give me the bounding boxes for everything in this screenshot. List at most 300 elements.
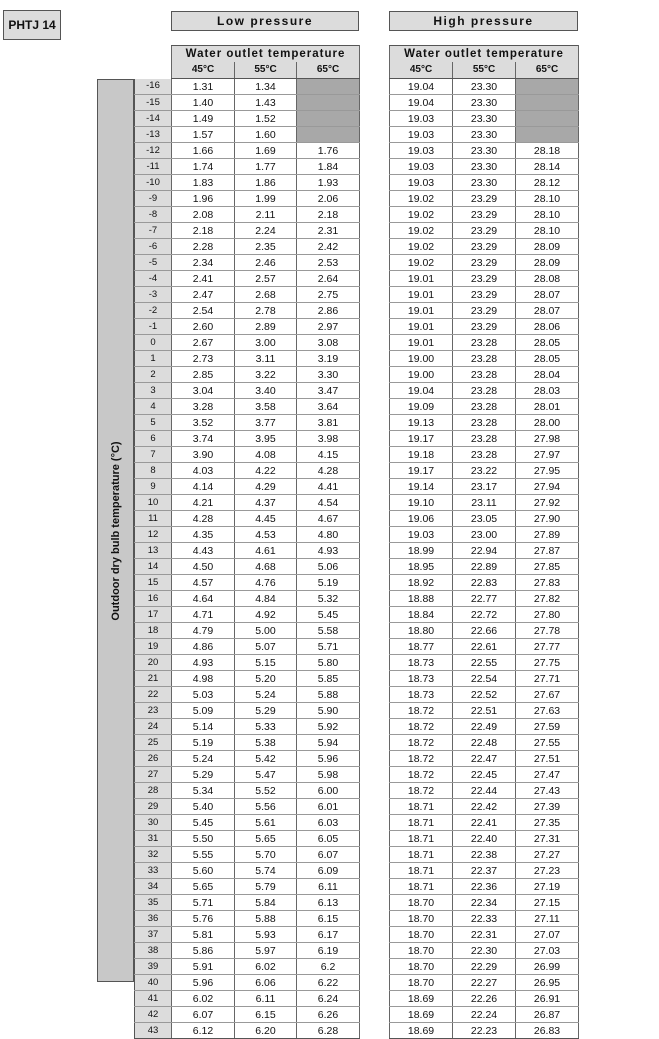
low-pressure-cell: 1.93 — [297, 175, 360, 191]
low-pressure-cell: 2.57 — [235, 271, 297, 287]
low-pressure-cell: 2.54 — [172, 303, 235, 319]
high-pressure-cell: 19.03 — [390, 175, 453, 191]
outdoor-temp-cell: 28 — [135, 783, 172, 799]
high-pressure-cell: 18.71 — [390, 863, 453, 879]
table-row — [390, 95, 579, 111]
high-pressure-cell: 18.88 — [390, 591, 453, 607]
high-pressure-cell: 18.95 — [390, 559, 453, 575]
corner-blank — [135, 46, 172, 63]
outdoor-temp-cell: -11 — [135, 159, 172, 175]
outdoor-temp-cell: 22 — [135, 687, 172, 703]
high-pressure-cell: 28.05 — [516, 335, 579, 351]
high-pressure-cell: 28.14 — [516, 159, 579, 175]
high-pressure-cell: 19.02 — [390, 191, 453, 207]
low-pressure-title: Low pressure — [171, 11, 359, 31]
low-pressure-cell: 2.73 — [172, 351, 235, 367]
table-row — [390, 751, 579, 767]
high-pressure-cell: 22.48 — [453, 735, 516, 751]
high-pressure-cell: 18.84 — [390, 607, 453, 623]
table-row — [390, 479, 579, 495]
high-pressure-cell: 18.80 — [390, 623, 453, 639]
high-pressure-cell: 23.11 — [453, 495, 516, 511]
low-pressure-cell: 4.61 — [235, 543, 297, 559]
high-pressure-cell: 27.92 — [516, 495, 579, 511]
low-pressure-cell: 5.40 — [172, 799, 235, 815]
low-pressure-cell: 5.38 — [235, 735, 297, 751]
high-pressure-cell: 26.99 — [516, 959, 579, 975]
outdoor-temperature-axis-label — [97, 79, 134, 982]
low-pressure-cell: 1.60 — [235, 127, 297, 143]
high-pressure-cell: 22.27 — [453, 975, 516, 991]
high-pressure-cell: 18.70 — [390, 895, 453, 911]
outdoor-temp-cell: 39 — [135, 959, 172, 975]
low-pressure-cell: 1.99 — [235, 191, 297, 207]
table-row — [390, 591, 579, 607]
high-pressure-cell: 23.29 — [453, 191, 516, 207]
high-pressure-cell: 23.29 — [453, 223, 516, 239]
high-pressure-cell: 22.51 — [453, 703, 516, 719]
high-pressure-cell: 19.17 — [390, 431, 453, 447]
low-pressure-cell: 2.06 — [297, 191, 360, 207]
low-pressure-cell: 1.52 — [235, 111, 297, 127]
table-row — [390, 79, 579, 95]
low-pressure-cell: 5.96 — [172, 975, 235, 991]
table-row — [135, 127, 360, 143]
high-pressure-cell: 23.29 — [453, 287, 516, 303]
high-pressure-cell: 27.59 — [516, 719, 579, 735]
low-pressure-cell: 2.97 — [297, 319, 360, 335]
low-pressure-cell: 5.14 — [172, 719, 235, 735]
high-pressure-cell: 28.07 — [516, 287, 579, 303]
table-row — [135, 847, 360, 863]
table-row — [135, 287, 360, 303]
high-pressure-cell: 23.28 — [453, 335, 516, 351]
high-pressure-cell: 28.01 — [516, 399, 579, 415]
low-pressure-cell: 3.95 — [235, 431, 297, 447]
outdoor-temp-cell: 16 — [135, 591, 172, 607]
low-pressure-cell: 4.29 — [235, 479, 297, 495]
high-pressure-cell: 27.87 — [516, 543, 579, 559]
low-pressure-cell: 5.42 — [235, 751, 297, 767]
high-pressure-cell: 22.44 — [453, 783, 516, 799]
low-pressure-cell: 2.60 — [172, 319, 235, 335]
high-pressure-cell: 18.73 — [390, 671, 453, 687]
table-row — [390, 863, 579, 879]
table-row — [390, 303, 579, 319]
table-row — [390, 335, 579, 351]
table-row — [390, 159, 579, 175]
low-pressure-cell: 3.47 — [297, 383, 360, 399]
low-pressure-cell: 6.12 — [172, 1023, 235, 1039]
low-pressure-cell: 5.76 — [172, 911, 235, 927]
low-pressure-cell: 5.03 — [172, 687, 235, 703]
low-pressure-cell: 5.74 — [235, 863, 297, 879]
table-row — [390, 703, 579, 719]
high-pressure-cell: 22.89 — [453, 559, 516, 575]
high-pressure-cell: 23.30 — [453, 79, 516, 95]
table-row — [390, 783, 579, 799]
high-pressure-cell: 23.30 — [453, 159, 516, 175]
high-pressure-cell: 19.03 — [390, 159, 453, 175]
low-pressure-cell: 4.43 — [172, 543, 235, 559]
low-col-45: 45°C — [172, 62, 235, 79]
high-pressure-cell: 18.99 — [390, 543, 453, 559]
low-pressure-cell: 5.98 — [297, 767, 360, 783]
low-pressure-cell: 6.22 — [297, 975, 360, 991]
high-pressure-cell: 27.89 — [516, 527, 579, 543]
outdoor-temp-cell: 12 — [135, 527, 172, 543]
high-pressure-cell: 22.38 — [453, 847, 516, 863]
table-row — [390, 1007, 579, 1023]
outdoor-temp-cell: -8 — [135, 207, 172, 223]
high-pressure-cell: 19.01 — [390, 271, 453, 287]
low-pressure-cell: 2.78 — [235, 303, 297, 319]
low-pressure-cell: 4.86 — [172, 639, 235, 655]
high-col-45: 45°C — [390, 62, 453, 79]
table-row — [135, 191, 360, 207]
table-row — [390, 415, 579, 431]
low-pressure-cell: 3.90 — [172, 447, 235, 463]
outdoor-temp-cell: 5 — [135, 415, 172, 431]
table-row — [390, 735, 579, 751]
table-row — [390, 447, 579, 463]
high-pressure-cell: 27.90 — [516, 511, 579, 527]
low-pressure-cell: 3.11 — [235, 351, 297, 367]
low-pressure-cell: 4.14 — [172, 479, 235, 495]
high-pressure-cell: 23.28 — [453, 415, 516, 431]
high-pressure-cell: 27.82 — [516, 591, 579, 607]
high-pressure-cell: 27.35 — [516, 815, 579, 831]
low-pressure-cell: 2.11 — [235, 207, 297, 223]
high-pressure-cell: 19.02 — [390, 207, 453, 223]
high-pressure-cell: 23.28 — [453, 367, 516, 383]
high-pressure-cell: 19.06 — [390, 511, 453, 527]
high-pressure-cell: 18.69 — [390, 1007, 453, 1023]
low-pressure-cell: 5.93 — [235, 927, 297, 943]
high-pressure-cell: 23.29 — [453, 207, 516, 223]
high-pressure-cell: 27.19 — [516, 879, 579, 895]
low-pressure-cell: 2.64 — [297, 271, 360, 287]
table-row — [390, 559, 579, 575]
outdoor-temp-cell: -4 — [135, 271, 172, 287]
table-row — [135, 687, 360, 703]
outdoor-temp-cell: 27 — [135, 767, 172, 783]
low-pressure-cell: 3.04 — [172, 383, 235, 399]
side-label-text: Outdoor dry bulb temperature (°C) — [109, 440, 122, 621]
high-pressure-cell: 27.07 — [516, 927, 579, 943]
table-row — [135, 463, 360, 479]
high-pressure-cell: 23.28 — [453, 447, 516, 463]
table-row — [135, 367, 360, 383]
outdoor-temp-cell: 37 — [135, 927, 172, 943]
outdoor-temp-cell: -6 — [135, 239, 172, 255]
table-row — [390, 239, 579, 255]
low-pressure-cell: 6.19 — [297, 943, 360, 959]
low-pressure-cell — [297, 79, 360, 95]
low-pressure-cell: 4.08 — [235, 447, 297, 463]
low-pressure-cell: 5.47 — [235, 767, 297, 783]
table-row — [135, 911, 360, 927]
table-row — [135, 959, 360, 975]
table-row — [135, 943, 360, 959]
low-pressure-cell: 5.61 — [235, 815, 297, 831]
table-row — [390, 895, 579, 911]
high-pressure-cell: 22.41 — [453, 815, 516, 831]
low-pressure-cell: 2.35 — [235, 239, 297, 255]
outdoor-temp-cell: -2 — [135, 303, 172, 319]
low-col-65: 65°C — [297, 62, 360, 79]
high-pressure-cell: 18.71 — [390, 815, 453, 831]
low-pressure-cell: 1.31 — [172, 79, 235, 95]
high-pressure-cell: 18.71 — [390, 847, 453, 863]
low-pressure-cell: 3.64 — [297, 399, 360, 415]
high-pressure-cell: 28.12 — [516, 175, 579, 191]
low-pressure-cell — [297, 95, 360, 111]
high-pressure-cell: 28.03 — [516, 383, 579, 399]
table-row — [135, 351, 360, 367]
low-pressure-cell: 2.18 — [172, 223, 235, 239]
high-pressure-cell: 18.71 — [390, 879, 453, 895]
outdoor-temp-cell: -15 — [135, 95, 172, 111]
low-pressure-cell: 4.54 — [297, 495, 360, 511]
table-row — [135, 895, 360, 911]
model-label: PHTJ 14 — [3, 10, 61, 40]
high-pressure-cell: 22.30 — [453, 943, 516, 959]
low-pressure-cell: 5.29 — [172, 767, 235, 783]
low-pressure-cell: 5.91 — [172, 959, 235, 975]
low-pressure-cell: 4.35 — [172, 527, 235, 543]
high-pressure-cell: 19.00 — [390, 351, 453, 367]
low-pressure-cell: 6.15 — [297, 911, 360, 927]
outdoor-temp-cell: -10 — [135, 175, 172, 191]
low-pressure-cell: 3.77 — [235, 415, 297, 431]
low-pressure-cell: 3.58 — [235, 399, 297, 415]
table-row — [135, 623, 360, 639]
high-pressure-cell: 22.61 — [453, 639, 516, 655]
outdoor-temp-cell: 6 — [135, 431, 172, 447]
high-pressure-cell — [516, 111, 579, 127]
high-pressure-cell: 23.05 — [453, 511, 516, 527]
high-pressure-cell — [516, 95, 579, 111]
low-pressure-cell: 6.28 — [297, 1023, 360, 1039]
low-pressure-cell: 3.74 — [172, 431, 235, 447]
low-pressure-cell: 5.45 — [172, 815, 235, 831]
table-row — [135, 399, 360, 415]
low-pressure-cell: 1.96 — [172, 191, 235, 207]
low-pressure-cell: 4.71 — [172, 607, 235, 623]
high-pressure-cell: 22.26 — [453, 991, 516, 1007]
high-pressure-cell: 19.00 — [390, 367, 453, 383]
table-row — [135, 207, 360, 223]
high-pressure-cell: 22.29 — [453, 959, 516, 975]
outdoor-temp-cell: -5 — [135, 255, 172, 271]
table-row — [135, 1023, 360, 1039]
high-pressure-cell: 23.30 — [453, 111, 516, 127]
table-row — [135, 975, 360, 991]
low-pressure-cell: 4.45 — [235, 511, 297, 527]
table-row — [390, 351, 579, 367]
low-pressure-cell: 3.52 — [172, 415, 235, 431]
low-pressure-cell: 4.98 — [172, 671, 235, 687]
high-pressure-cell: 19.18 — [390, 447, 453, 463]
outdoor-temp-cell: -13 — [135, 127, 172, 143]
table-row — [135, 415, 360, 431]
high-pressure-cell: 23.28 — [453, 383, 516, 399]
low-col-55: 55°C — [235, 62, 297, 79]
low-pressure-cell: 3.30 — [297, 367, 360, 383]
high-pressure-cell: 19.14 — [390, 479, 453, 495]
high-pressure-cell: 27.23 — [516, 863, 579, 879]
table-row — [135, 879, 360, 895]
outdoor-temp-cell: 17 — [135, 607, 172, 623]
table-row — [390, 319, 579, 335]
table-row — [135, 719, 360, 735]
high-pressure-cell: 19.01 — [390, 319, 453, 335]
low-pressure-cell: 3.22 — [235, 367, 297, 383]
table-row — [135, 111, 360, 127]
high-pressure-cell: 22.47 — [453, 751, 516, 767]
low-pressure-cell: 5.97 — [235, 943, 297, 959]
low-pressure-cell: 5.92 — [297, 719, 360, 735]
outdoor-temp-cell: 2 — [135, 367, 172, 383]
table-row — [390, 271, 579, 287]
corner-blank — [135, 62, 172, 79]
low-pressure-cell: 4.79 — [172, 623, 235, 639]
table-row — [390, 575, 579, 591]
high-pressure-cell: 27.78 — [516, 623, 579, 639]
low-pressure-cell: 1.66 — [172, 143, 235, 159]
high-col-65: 65°C — [516, 62, 579, 79]
table-row — [390, 623, 579, 639]
table-row — [390, 367, 579, 383]
high-pressure-cell: 18.70 — [390, 943, 453, 959]
low-pressure-cell: 6.03 — [297, 815, 360, 831]
low-pressure-cell: 4.37 — [235, 495, 297, 511]
outdoor-temp-cell: 29 — [135, 799, 172, 815]
high-pressure-cell: 27.27 — [516, 847, 579, 863]
low-pressure-cell: 1.57 — [172, 127, 235, 143]
low-pressure-cell: 1.34 — [235, 79, 297, 95]
high-pressure-cell: 28.08 — [516, 271, 579, 287]
table-row — [135, 223, 360, 239]
high-pressure-cell: 27.67 — [516, 687, 579, 703]
high-pressure-cell: 18.69 — [390, 991, 453, 1007]
low-pressure-cell — [297, 111, 360, 127]
high-pressure-cell: 18.92 — [390, 575, 453, 591]
high-pressure-cell: 19.01 — [390, 287, 453, 303]
outdoor-temp-cell: 13 — [135, 543, 172, 559]
outdoor-temp-cell: 18 — [135, 623, 172, 639]
low-pressure-cell: 4.28 — [172, 511, 235, 527]
high-pressure-cell: 18.72 — [390, 735, 453, 751]
table-row — [390, 927, 579, 943]
outdoor-temp-cell: 38 — [135, 943, 172, 959]
high-pressure-cell: 23.29 — [453, 319, 516, 335]
table-row — [390, 671, 579, 687]
low-pressure-cell: 4.93 — [297, 543, 360, 559]
high-pressure-cell: 26.91 — [516, 991, 579, 1007]
table-row — [135, 735, 360, 751]
low-pressure-cell: 5.00 — [235, 623, 297, 639]
high-pressure-cell: 22.49 — [453, 719, 516, 735]
high-pressure-cell: 19.04 — [390, 95, 453, 111]
low-pressure-cell: 5.85 — [297, 671, 360, 687]
high-pressure-cell: 18.72 — [390, 751, 453, 767]
high-pressure-cell: 23.30 — [453, 95, 516, 111]
table-row — [135, 383, 360, 399]
outdoor-temp-cell: 15 — [135, 575, 172, 591]
low-pressure-cell: 6.26 — [297, 1007, 360, 1023]
low-pressure-cell: 5.32 — [297, 591, 360, 607]
low-pressure-cell: 6.17 — [297, 927, 360, 943]
table-row — [390, 975, 579, 991]
high-pressure-cell: 28.07 — [516, 303, 579, 319]
low-pressure-cell: 6.07 — [297, 847, 360, 863]
table-row — [135, 815, 360, 831]
high-pressure-cell: 26.83 — [516, 1023, 579, 1039]
low-pressure-cell: 5.50 — [172, 831, 235, 847]
high-pressure-cell: 22.40 — [453, 831, 516, 847]
high-pressure-cell: 19.02 — [390, 255, 453, 271]
low-pressure-cell: 6.11 — [297, 879, 360, 895]
outdoor-temp-cell: 33 — [135, 863, 172, 879]
low-pressure-cell: 5.79 — [235, 879, 297, 895]
low-pressure-cell: 6.11 — [235, 991, 297, 1007]
low-pressure-cell: 2.46 — [235, 255, 297, 271]
high-pressure-cell: 27.63 — [516, 703, 579, 719]
low-pressure-cell: 5.60 — [172, 863, 235, 879]
table-row — [390, 959, 579, 975]
high-pressure-cell: 22.54 — [453, 671, 516, 687]
high-pressure-cell: 22.34 — [453, 895, 516, 911]
high-pressure-cell — [516, 127, 579, 143]
high-pressure-cell: 19.01 — [390, 303, 453, 319]
table-row — [390, 607, 579, 623]
table-row — [135, 95, 360, 111]
low-pressure-cell: 5.88 — [297, 687, 360, 703]
low-pressure-cell: 5.86 — [172, 943, 235, 959]
low-pressure-cell: 6.06 — [235, 975, 297, 991]
high-pressure-cell: 23.28 — [453, 351, 516, 367]
high-pressure-cell: 23.29 — [453, 303, 516, 319]
high-pressure-cell: 22.42 — [453, 799, 516, 815]
table-row — [390, 127, 579, 143]
high-pressure-cell: 23.29 — [453, 271, 516, 287]
outdoor-temp-cell: 41 — [135, 991, 172, 1007]
table-row — [135, 543, 360, 559]
high-pressure-cell: 28.09 — [516, 239, 579, 255]
table-row — [390, 799, 579, 815]
high-pressure-cell: 28.06 — [516, 319, 579, 335]
high-pressure-cell: 18.77 — [390, 639, 453, 655]
low-pressure-cell: 6.15 — [235, 1007, 297, 1023]
outdoor-temp-cell: -16 — [135, 79, 172, 95]
low-pressure-cell: 1.49 — [172, 111, 235, 127]
low-pressure-cell: 2.68 — [235, 287, 297, 303]
table-row — [135, 495, 360, 511]
high-pressure-cell: 27.51 — [516, 751, 579, 767]
high-pressure-cell: 19.13 — [390, 415, 453, 431]
table-row — [390, 191, 579, 207]
table-row — [390, 111, 579, 127]
high-pressure-cell: 19.04 — [390, 79, 453, 95]
table-row — [135, 511, 360, 527]
high-pressure-table — [389, 45, 579, 1039]
high-pressure-cell: 23.17 — [453, 479, 516, 495]
high-pressure-cell: 23.29 — [453, 255, 516, 271]
outdoor-temp-cell: 25 — [135, 735, 172, 751]
table-row — [135, 239, 360, 255]
